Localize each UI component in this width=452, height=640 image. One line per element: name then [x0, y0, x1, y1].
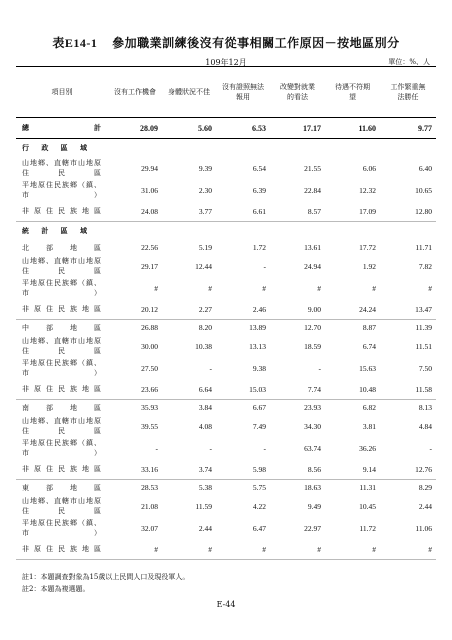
table-row [16, 277, 436, 299]
cell-value: # [108, 539, 162, 560]
cell-value: 5.98 [216, 459, 270, 480]
row-label: 非原住民族地區 [16, 459, 108, 480]
table-title [0, 34, 452, 51]
cell-value: 10.38 [195, 341, 212, 351]
cell-value: 12.44 [195, 261, 212, 271]
cell-value: 8.87 [362, 323, 376, 332]
cell-value: 2.44 [198, 523, 212, 533]
row-label: 非原住民族地區 [16, 201, 108, 222]
table-row [16, 480, 436, 496]
cell-value: 6.47 [252, 523, 266, 533]
header-col-health: 身體狀況不佳 [162, 67, 216, 118]
table-row [16, 357, 436, 379]
row-label: 平地原住民族鄉（鎮、市） [22, 439, 102, 457]
cell-value: # [208, 283, 212, 293]
cell-value: 6.74 [362, 341, 376, 351]
table-row [16, 299, 436, 320]
table-title-text: 參加職業訓練後沒有從事相關工作原因－按地區別分 [112, 36, 400, 50]
cell-value: 29.17 [141, 261, 158, 271]
table-row [16, 459, 436, 480]
table-row [16, 157, 436, 179]
cell-value: 11.39 [415, 323, 432, 332]
survey-period: 109年12月 [205, 58, 247, 67]
row-label: 山地鄉、直轄市山地原住民區 [22, 417, 102, 435]
table-body [16, 118, 436, 560]
cell-value: # [380, 539, 436, 560]
table-row [16, 400, 436, 416]
row-label: 山地鄉、直轄市山地原住民區 [22, 159, 102, 177]
cell-value: 2.44 [418, 501, 432, 511]
cell-value: 1.72 [252, 243, 266, 252]
unit-label: 單位：%、人 [388, 58, 430, 66]
header-item: 項目別 [16, 67, 108, 118]
table-row [16, 379, 436, 400]
cell-value: 6.53 [216, 118, 270, 139]
cell-value: 2.27 [162, 299, 216, 320]
row-label: 總 計 [16, 118, 108, 139]
cell-value: 6.64 [162, 379, 216, 400]
table-row [16, 335, 436, 357]
cell-value: 22.84 [304, 185, 321, 195]
cell-value: - [263, 443, 266, 453]
cell-value: - [155, 443, 158, 453]
cell-value: 9.14 [325, 459, 380, 480]
cell-value: 18.59 [304, 341, 321, 351]
cell-value: 8.20 [198, 323, 212, 332]
cell-value: 11.71 [415, 243, 432, 252]
page-number: E-44 [216, 600, 236, 609]
cell-value: 24.24 [325, 299, 380, 320]
row-label: 北 部 地 區 [22, 243, 102, 252]
header-row [16, 67, 436, 118]
cell-value: 13.89 [249, 323, 266, 332]
row-label: 中 部 地 區 [22, 323, 102, 332]
cell-value: 27.50 [141, 363, 158, 373]
cell-value: 23.93 [304, 403, 321, 412]
cell-value: 11.51 [415, 341, 432, 351]
cell-value: - [429, 443, 432, 453]
cell-value: 9.38 [252, 363, 266, 373]
table-row [16, 118, 436, 139]
cell-value: 11.72 [359, 523, 376, 533]
row-label: 東 部 地 區 [22, 483, 102, 492]
cell-value: - [263, 261, 266, 271]
cell-value: 6.06 [362, 163, 376, 173]
cell-value: 4.22 [252, 501, 266, 511]
table-code: 表E14-1 [52, 36, 98, 50]
section-fill [108, 139, 436, 158]
cell-value: 11.59 [195, 501, 212, 511]
section-row [16, 139, 436, 158]
row-label: 山地鄉、直轄市山地原住民區 [22, 337, 102, 355]
cell-value: 8.56 [270, 459, 325, 480]
cell-value: 24.94 [304, 261, 321, 271]
cell-value: 9.77 [380, 118, 436, 139]
cell-value: 13.61 [304, 243, 321, 252]
cell-value: 3.74 [162, 459, 216, 480]
cell-value: 5.60 [162, 118, 216, 139]
data-table [16, 66, 436, 560]
cell-value: - [318, 363, 321, 373]
cell-value: 9.49 [307, 501, 321, 511]
cell-value: # [270, 539, 325, 560]
cell-value: 5.75 [252, 483, 266, 492]
cell-value: 8.13 [418, 403, 432, 412]
cell-value: # [154, 283, 158, 293]
cell-value: 13.13 [249, 341, 266, 351]
section-fill [108, 222, 436, 241]
section-row [16, 222, 436, 241]
header-col-workload: 工作繁重無法勝任 [380, 67, 436, 118]
header-col-no-license: 沒有證照無法報用 [216, 67, 270, 118]
table-row [16, 179, 436, 201]
row-label: 平地原住民族鄉（鎮、市） [22, 181, 102, 199]
footnote-2: 註2：本題為複選題。 [22, 585, 90, 593]
cell-value: # [162, 539, 216, 560]
cell-value: 1.92 [362, 261, 376, 271]
cell-value: 6.61 [216, 201, 270, 222]
table-row [16, 240, 436, 255]
cell-value: 22.56 [141, 243, 158, 252]
cell-value: 6.82 [362, 403, 376, 412]
cell-value: 10.65 [415, 185, 432, 195]
cell-value: 11.60 [325, 118, 380, 139]
cell-value: 12.80 [380, 201, 436, 222]
cell-value: 33.16 [108, 459, 162, 480]
cell-value: 24.08 [108, 201, 162, 222]
table-row [16, 415, 436, 437]
cell-value: 6.39 [252, 185, 266, 195]
cell-value: 26.88 [141, 323, 158, 332]
row-label: 非原住民族地區 [16, 539, 108, 560]
cell-value: 2.30 [198, 185, 212, 195]
row-label: 平地原住民族鄉（鎮、市） [22, 359, 102, 377]
cell-value: # [325, 539, 380, 560]
cell-value: 12.32 [359, 185, 376, 195]
table-row [16, 437, 436, 459]
cell-value: 12.76 [380, 459, 436, 480]
row-label: 行 政 區 域 [22, 143, 88, 152]
cell-value: 32.07 [141, 523, 158, 533]
cell-value: 39.55 [141, 421, 158, 431]
cell-value: 21.55 [304, 163, 321, 173]
row-label: 山地鄉、直轄市山地原住民區 [22, 497, 102, 515]
table-row [16, 495, 436, 517]
cell-value: 31.06 [141, 185, 158, 195]
table-row [16, 201, 436, 222]
cell-value: 3.84 [198, 403, 212, 412]
cell-value: 6.67 [252, 403, 266, 412]
cell-value: 29.94 [141, 163, 158, 173]
cell-value: 12.70 [304, 323, 321, 332]
cell-value: 30.00 [141, 341, 158, 351]
cell-value: # [262, 283, 266, 293]
cell-value: 5.19 [198, 243, 212, 252]
cell-value: # [372, 283, 376, 293]
cell-value: 3.77 [162, 201, 216, 222]
cell-value: 11.58 [380, 379, 436, 400]
cell-value: # [216, 539, 270, 560]
cell-value: 8.57 [270, 201, 325, 222]
cell-value: 2.46 [216, 299, 270, 320]
row-label: 平地原住民族鄉（鎮、市） [22, 519, 102, 537]
row-label: 南 部 地 區 [22, 403, 102, 412]
cell-value: 11.06 [415, 523, 432, 533]
cell-value: 11.31 [359, 483, 376, 492]
header-col-changed-view: 改變對就業的看法 [270, 67, 325, 118]
cell-value: 9.39 [198, 163, 212, 173]
cell-value: 34.30 [304, 421, 321, 431]
cell-value: 10.48 [325, 379, 380, 400]
cell-value: 6.54 [252, 163, 266, 173]
cell-value: 17.72 [359, 243, 376, 252]
header-col-no-job: 沒有工作機會 [108, 67, 162, 118]
cell-value: 6.40 [418, 163, 432, 173]
cell-value: 63.74 [304, 443, 321, 453]
cell-value: 17.09 [325, 201, 380, 222]
table-row [16, 255, 436, 277]
cell-value: 23.66 [108, 379, 162, 400]
cell-value: - [209, 363, 212, 373]
cell-value: 15.63 [359, 363, 376, 373]
table-row [16, 320, 436, 336]
row-label: 非原住民族地區 [16, 299, 108, 320]
cell-value: 28.53 [141, 483, 158, 492]
row-label: 平地原住民族鄉（鎮、市） [22, 279, 102, 297]
table-row [16, 539, 436, 560]
cell-value: 28.09 [108, 118, 162, 139]
cell-value: 20.12 [108, 299, 162, 320]
cell-value: 4.84 [418, 421, 432, 431]
cell-value: 36.26 [359, 443, 376, 453]
cell-value: 7.82 [418, 261, 432, 271]
cell-value: 8.29 [418, 483, 432, 492]
cell-value: 7.50 [418, 363, 432, 373]
cell-value: 4.08 [198, 421, 212, 431]
cell-value: 18.63 [304, 483, 321, 492]
cell-value: # [317, 283, 321, 293]
cell-value: 9.00 [270, 299, 325, 320]
row-label: 統 計 區 域 [22, 226, 88, 235]
cell-value: 22.97 [304, 523, 321, 533]
row-label: 非原住民族地區 [16, 379, 108, 400]
cell-value: 7.74 [270, 379, 325, 400]
row-label: 山地鄉、直轄市山地原住民區 [22, 257, 102, 275]
cell-value: - [209, 443, 212, 453]
footnote-1: 註1：本題調查對象為15歲以上民間人口及現役軍人。 [22, 573, 190, 581]
cell-value: 35.93 [141, 403, 158, 412]
cell-value: 3.81 [362, 421, 376, 431]
cell-value: 17.17 [270, 118, 325, 139]
cell-value: 13.47 [380, 299, 436, 320]
cell-value: # [428, 283, 432, 293]
cell-value: 21.08 [141, 501, 158, 511]
cell-value: 5.38 [198, 483, 212, 492]
table-row [16, 517, 436, 539]
cell-value: 10.45 [359, 501, 376, 511]
header-col-pay: 待遇不符期望 [325, 67, 380, 118]
cell-value: 15.03 [216, 379, 270, 400]
cell-value: 7.49 [252, 421, 266, 431]
